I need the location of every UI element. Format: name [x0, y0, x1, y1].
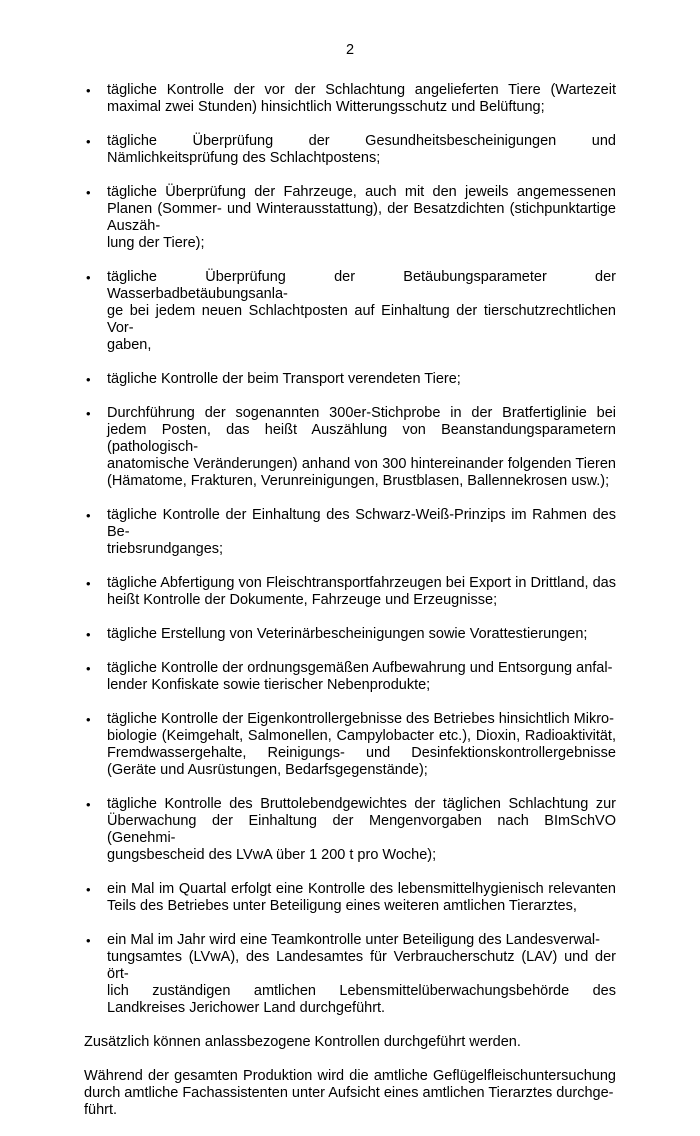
inspection-list	[84, 82, 616, 1017]
list-item	[84, 881, 616, 915]
list-item-text: tägliche Kontrolle der ordnungsgemäßen Aufbewahrung und Entsorgung anfal- lender Konfiskate sowie tierischer Nebenprodukte;	[107, 660, 613, 693]
bullet-icon: •	[86, 712, 91, 727]
list-item	[84, 932, 616, 1017]
list-item	[84, 405, 616, 490]
bullet-icon: •	[86, 83, 91, 98]
list-item-text: tägliche Kontrolle der Einhaltung des Schwarz-Weiß-Prinzips im Rahmen des Be- triebsrundganges;	[107, 507, 616, 557]
list-item-text: tägliche Abfertigung von Fleischtransportfahrzeugen bei Export in Drittland, das heißt Kontrolle der Dokumente, Fahrzeuge und Erzeugnisse;	[107, 575, 616, 608]
list-item-text: tägliche Kontrolle der Eigenkontrollergebnisse des Betriebes hinsichtlich Mikro- biologie (Keimgehalt, Salmonellen, Campylobacter etc.), Dioxin, Radioaktivität, Fremdwassergehalte, Reinigungs- und Desinfektionskontrollergebnisse (Geräte und Ausrüstungen, Bedarfsgegenstände);	[107, 711, 616, 778]
document-body	[84, 82, 616, 1136]
paragraph-additional-controls: Zusätzlich können anlassbezogene Kontrollen durchgeführt werden.	[84, 1034, 521, 1050]
bullet-icon: •	[86, 627, 91, 642]
list-item-text: tägliche Überprüfung der Fahrzeuge, auch mit den jeweils angemessenen Planen (Sommer- und Winterausstattung), der Besatzdichten (stichpunktartige Auszäh- lung der Tiere);	[107, 184, 616, 251]
bullet-icon: •	[86, 134, 91, 149]
bullet-icon: •	[86, 576, 91, 591]
list-item	[84, 711, 616, 779]
list-item	[84, 184, 616, 252]
list-item	[84, 269, 616, 354]
list-item-text: ein Mal im Quartal erfolgt eine Kontrolle des lebensmittelhygienisch relevanten Teils des Betriebes unter Beteiligung eines weiteren amtlichen Tierarztes,	[107, 881, 616, 914]
bullet-icon: •	[86, 508, 91, 523]
bullet-icon: •	[86, 882, 91, 897]
list-item	[84, 626, 616, 643]
list-item	[84, 660, 616, 694]
bullet-icon: •	[86, 797, 91, 812]
paragraph-production-inspection: Während der gesamten Produktion wird die amtliche Geflügelfleischuntersuchung durch amtliche Fachassistenten unter Aufsicht eines amtlichen Tierarztes durchge- führt.	[84, 1068, 616, 1118]
bullet-icon: •	[86, 185, 91, 200]
list-item	[84, 82, 616, 116]
bullet-icon: •	[86, 661, 91, 676]
list-item-text: tägliche Kontrolle des Bruttolebendgewichtes der täglichen Schlachtung zur Überwachung der Einhaltung der Mengenvorgaben nach BImSchVO (Genehmi- gungsbescheid des LVwA über 1 200 t pro Woche);	[107, 796, 616, 863]
list-item-text: tägliche Erstellung von Veterinärbescheinigungen sowie Vorattestierungen;	[107, 626, 588, 642]
list-item-text: tägliche Überprüfung der Betäubungsparameter der Wasserbadbetäubungsanla- ge bei jedem neuen Schlachtposten auf Einhaltung der tierschutzrechtlichen Vor- gaben,	[107, 269, 616, 353]
bullet-icon: •	[86, 406, 91, 421]
page-number: 2	[345, 42, 355, 58]
list-item-text: tägliche Kontrolle der vor der Schlachtung angelieferten Tiere (Wartezeit maximal zwei Stunden) hinsichtlich Witterungsschutz und Belüftung;	[107, 82, 616, 115]
list-item	[84, 371, 616, 388]
list-item-text: tägliche Kontrolle der beim Transport verendeten Tiere;	[107, 371, 461, 387]
list-item	[84, 507, 616, 558]
list-item	[84, 796, 616, 864]
bullet-icon: •	[86, 933, 91, 948]
list-item-text: tägliche Überprüfung der Gesundheitsbescheinigungen und Nämlichkeitsprüfung des Schlachtpostens;	[107, 133, 616, 166]
list-item	[84, 575, 616, 609]
list-item	[84, 133, 616, 167]
bullet-icon: •	[86, 372, 91, 387]
list-item-text: Durchführung der sogenannten 300er-Stichprobe in der Bratfertiglinie bei jedem Posten, das heißt Auszählung von Beanstandungsparametern (pathologisch- anatomische Veränderungen) anhand von 300 hintereinander folgenden Tieren (Hämatome, Frakturen, Verunreinigungen, Brustblasen, Ballennekrosen usw.);	[107, 405, 616, 489]
bullet-icon: •	[86, 270, 91, 285]
list-item-text: ein Mal im Jahr wird eine Teamkontrolle unter Beteiligung des Landesverwal- tungsamtes (LVwA), des Landesamtes für Verbraucherschutz (LAV) und der ört- lich zuständigen amtlichen Lebensmittelüberwachungsbehörde des Landkreises Jerichower Land durchgeführt.	[107, 932, 616, 1016]
